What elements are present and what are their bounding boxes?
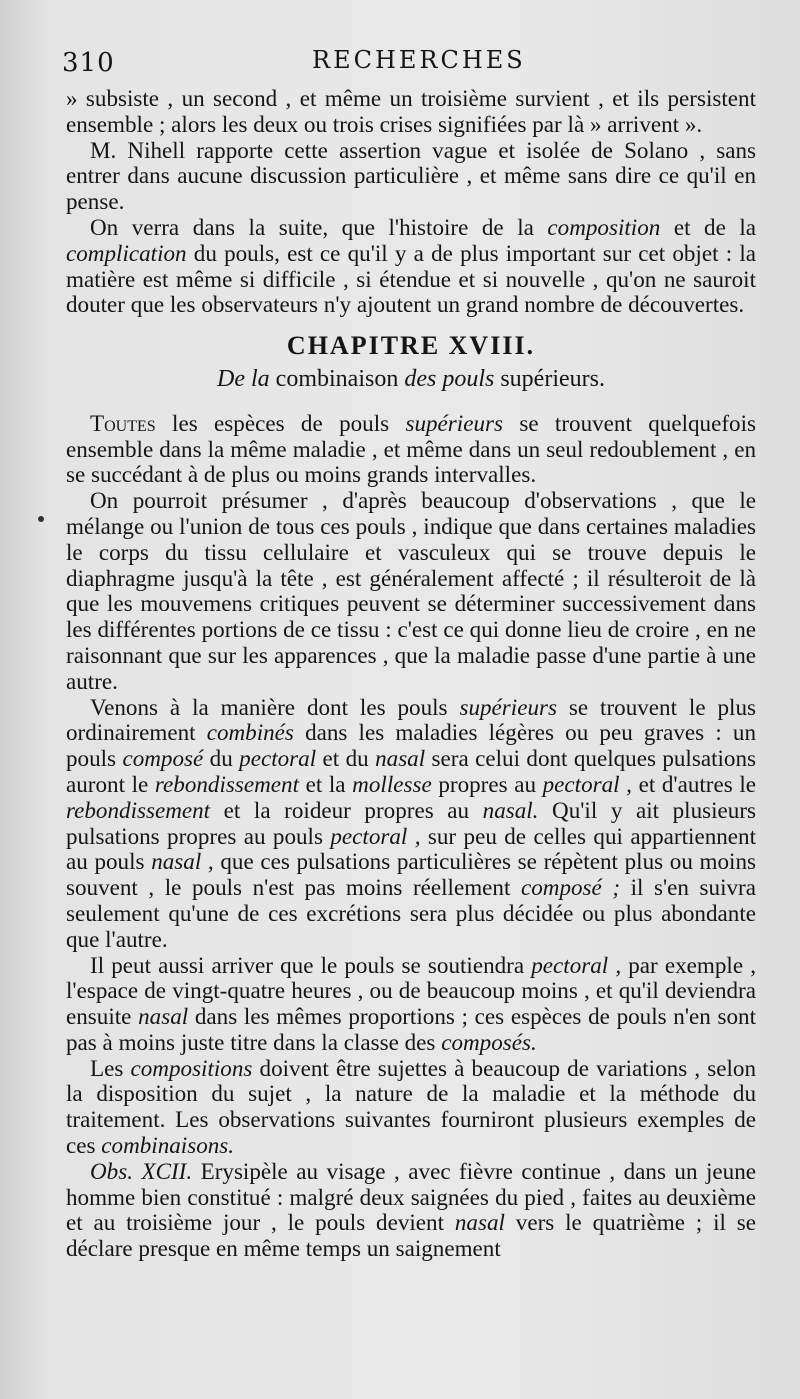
paragraph: On verra dans la suite, que l'histoire de la composition et de la complication du pouls, est ce qu'il y a de plus important sur cet objet : la matière est même si difficile , si étendue et si nouvelle , qu'on ne sauroit douter que les observateurs n'y ajoutent un grand nombre de découvertes.	[66, 213, 757, 318]
running-head	[62, 44, 738, 84]
paragraph: Les compositions doivent être sujettes à beaucoup de variations , selon la disposition du sujet , la nature de la maladie et la méthode du traitement. Les observations suivantes fourniront plusieurs exemples de ces combinaisons.	[66, 1054, 756, 1159]
paragraph: Il peut aussi arriver que le pouls se soutiendra pectoral , par exemple , l'espace de vingt-quatre heures , ou de beaucoup moins , et qu'il deviendra ensuite nasal dans les mêmes proportions ; ces espèces de pouls n'en sont pas à moins juste titre dans la classe des composés.	[66, 951, 757, 1055]
ink-spot	[38, 516, 44, 522]
paragraph: M. Nihell rapporte cette assertion vague et isolée de Solano , sans entrer dans aucune discussion particulière , et même sans dire ce qu'il en pense.	[66, 136, 756, 215]
page-number: 310	[62, 48, 115, 78]
paragraph: Venons à la manière dont les pouls supérieurs se trouvent le plus ordinairement combinés dans les maladies légères ou peu graves : un pouls composé du pectoral et du nasal sera celui dont quelques pulsations auront le rebondissement et la mollesse propres au pectoral , et d'autres le rebondissement et la roideur propres au nasal. Qu'il y ait plusieurs pulsations propres au pouls pectoral , sur peu de celles qui appartiennent au pouls nasal , que ces pulsations particulières se répètent plus ou moins souvent , le pouls n'est pas moins réellement composé ; il s'en suivra seulement qu'une de ces excrétions sera plus décidée ou plus abondante que l'autre.	[66, 693, 757, 952]
paragraph: Toutes les espèces de pouls supérieurs se trouvent quelquefois ensemble dans la même maladie , et même dans un seul redoublement , en se succédant à de plus ou moins grands intervalles.	[66, 409, 756, 488]
chapter-subtitle: De la combinaison des pouls supérieurs.	[217, 365, 605, 392]
chapter-title: CHAPITRE XVIII.	[286, 331, 536, 361]
page-text	[66, 86, 756, 1262]
paragraph: Obs. XCII. Erysipèle au visage , avec fièvre continue , dans un jeune homme bien constitué : malgré deux saignées du pied , faites au deuxième et au troisième jour , le pouls devient nasal vers le quatrième ; il se déclare presque en même temps un saignement	[66, 1157, 756, 1262]
paragraph: » subsiste , un second , et même un troisième survient , et ils persistent ensemble ; alors les deux ou trois crises signifiées par là » arrivent ».	[66, 85, 756, 137]
running-title: RECHERCHES	[312, 46, 526, 74]
paragraph: On pourroit présumer , d'après beaucoup d'observations , que le mélange ou l'union de tous ces pouls , indique que dans certaines maladies le corps du tissu cellulaire et vasculeux qui se trouve depuis le diaphragme jusqu'à la tête , est généralement affecté ; il résulteroit de là que les mouvemens critiques peuvent se déterminer successivement dans les différentes portions de ce tissu : c'est ce qui donne lieu de croire , en ne raisonnant que sur les apparences , que la maladie passe d'une partie à une autre.	[66, 487, 756, 694]
